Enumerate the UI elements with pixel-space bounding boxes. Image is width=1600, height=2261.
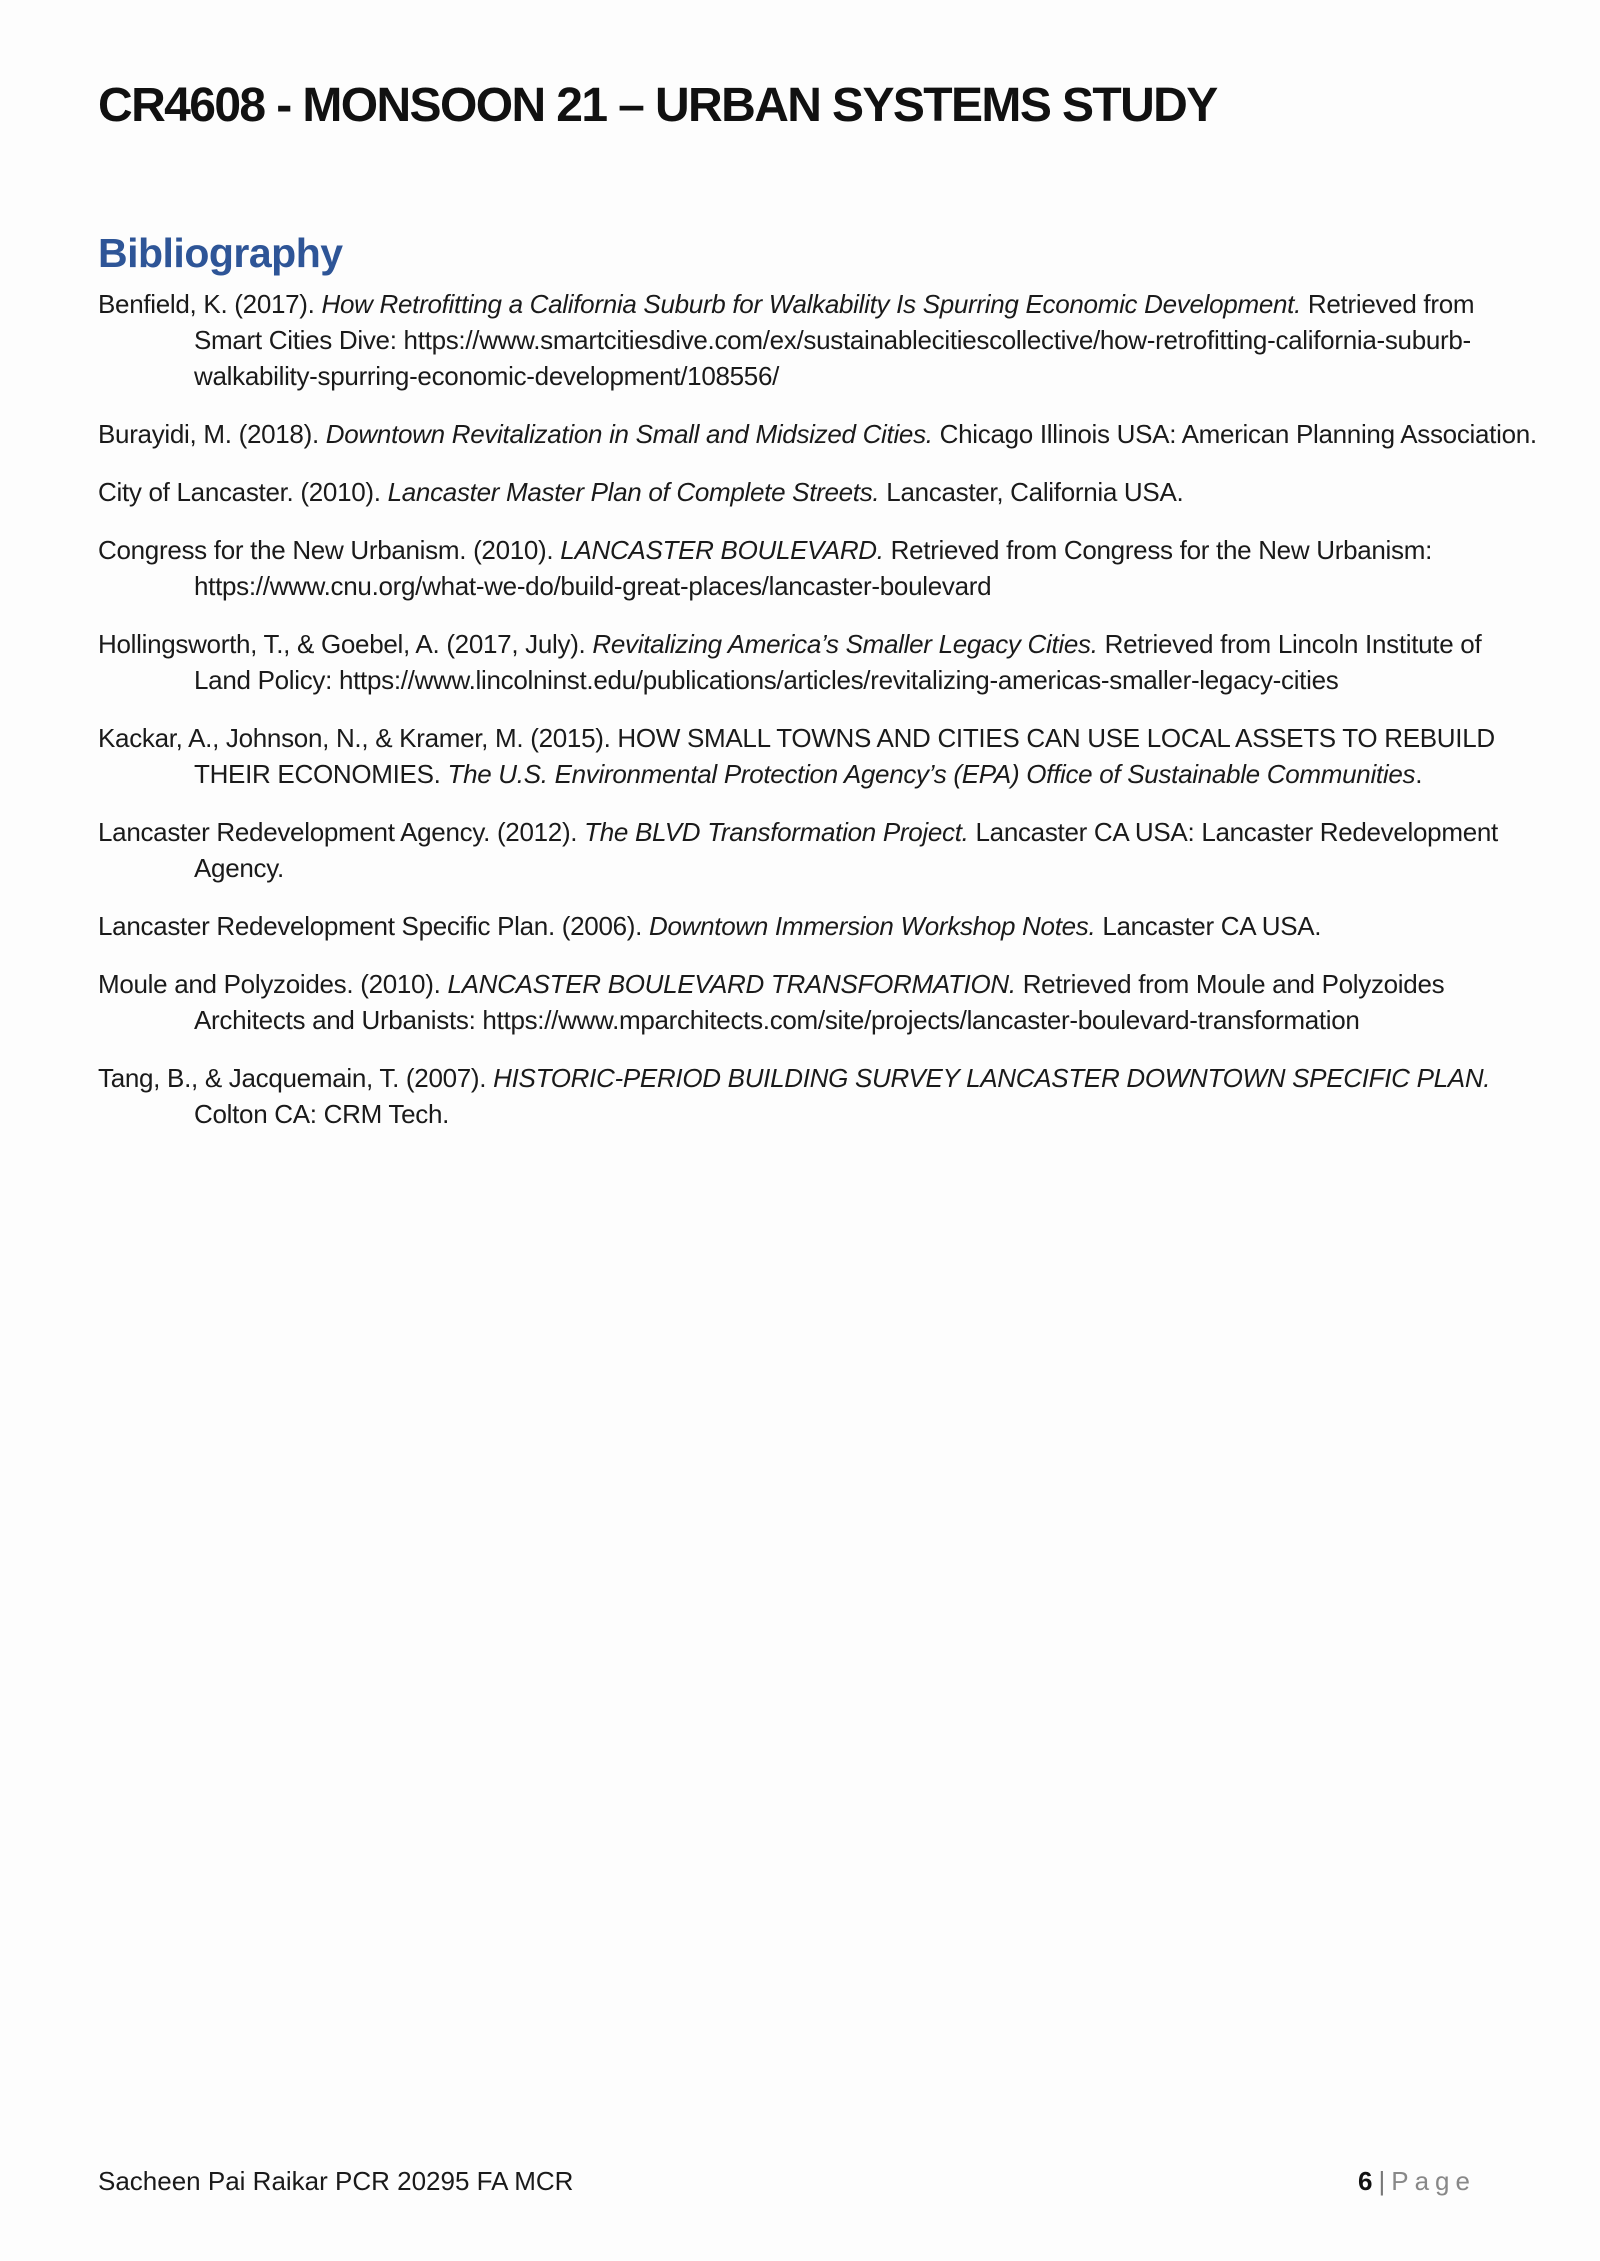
reference-title: How Retrofitting a California Suburb for Walkability Is Spurring Economic Development. (321, 289, 1301, 319)
footer-separator: | (1378, 2166, 1386, 2196)
reference-title: The U.S. Environmental Protection Agency’s (EPA) Office of Sustainable Communities (447, 759, 1416, 789)
reference-entry: Burayidi, M. (2018). Downtown Revitalization in Small and Midsized Cities. Chicago Illinois USA: American Planning Association. (98, 419, 1537, 449)
reference-entry: City of Lancaster. (2010). Lancaster Master Plan of Complete Streets. Lancaster, California USA. (98, 477, 1184, 507)
reference-entry: Moule and Polyzoides. (2010). LANCASTER BOULEVARD TRANSFORMATION. Retrieved from Moule and Polyzoides Architects and Urbanists: https://www.mparchitects.com/site/projects/lancaster-boulevard-transformation (98, 969, 1445, 1035)
reference-title: LANCASTER BOULEVARD TRANSFORMATION. (447, 969, 1016, 999)
reference-entry: Tang, B., & Jacquemain, T. (2007). HISTORIC-PERIOD BUILDING SURVEY LANCASTER DOWNTOWN SPECIFIC PLAN. Colton CA: CRM Tech. (98, 1063, 1491, 1129)
reference-title: The BLVD Transformation Project. (584, 817, 969, 847)
reference-entry: Hollingsworth, T., & Goebel, A. (2017, July). Revitalizing America’s Smaller Legacy Cities. Retrieved from Lincoln Institute of Land Policy: https://www.lincolninst.edu/publications/articles/revitalizing-americas-smaller-legacy-cities (98, 629, 1482, 695)
reference-entry: Kackar, A., Johnson, N., & Kramer, M. (2015). HOW SMALL TOWNS AND CITIES CAN USE LOCAL ASSETS TO REBUILD THEIR ECONOMIES. The U.S. Environmental Protection Agency’s (EPA) Office of Sustainable Communities. (98, 723, 1495, 789)
reference-entry: Lancaster Redevelopment Specific Plan. (2006). Downtown Immersion Workshop Notes. Lancaster CA USA. (98, 911, 1322, 941)
footer-author: Sacheen Pai Raikar PCR 20295 FA MCR (98, 2166, 574, 2196)
reference-title: Downtown Immersion Workshop Notes. (649, 911, 1096, 941)
reference-entry: Lancaster Redevelopment Agency. (2012). The BLVD Transformation Project. Lancaster CA USA: Lancaster Redevelopment Agency. (98, 817, 1498, 883)
reference-entry: Benfield, K. (2017). How Retrofitting a California Suburb for Walkability Is Spurring Economic Development. Retrieved from Smart Cities Dive: https://www.smartcitiesdive.com/ex/sustainablecitiescollective/how-retrofitting-california-suburb-walkability-spurring-economic-development/108556/ (98, 289, 1475, 391)
reference-title: HISTORIC-PERIOD BUILDING SURVEY LANCASTER DOWNTOWN SPECIFIC PLAN. (493, 1063, 1491, 1093)
page-number: 6 (1358, 2166, 1373, 2196)
reference-title: Lancaster Master Plan of Complete Streets. (387, 477, 880, 507)
bibliography-heading: Bibliography (98, 230, 343, 276)
reference-list (98, 286, 1538, 1154)
page-label: Page (1391, 2166, 1476, 2196)
document-title: CR4608 - MONSOON 21 – URBAN SYSTEMS STUDY (98, 79, 1217, 132)
reference-title: LANCASTER BOULEVARD. (560, 535, 884, 565)
reference-title: Revitalizing America’s Smaller Legacy Cities. (592, 629, 1098, 659)
reference-entry: Congress for the New Urbanism. (2010). LANCASTER BOULEVARD. Retrieved from Congress for the New Urbanism: https://www.cnu.org/what-we-do/build-great-places/lancaster-boulevard (98, 535, 1433, 601)
footer-page-indicator (1358, 2166, 1476, 2197)
reference-title: Downtown Revitalization in Small and Midsized Cities. (325, 419, 933, 449)
